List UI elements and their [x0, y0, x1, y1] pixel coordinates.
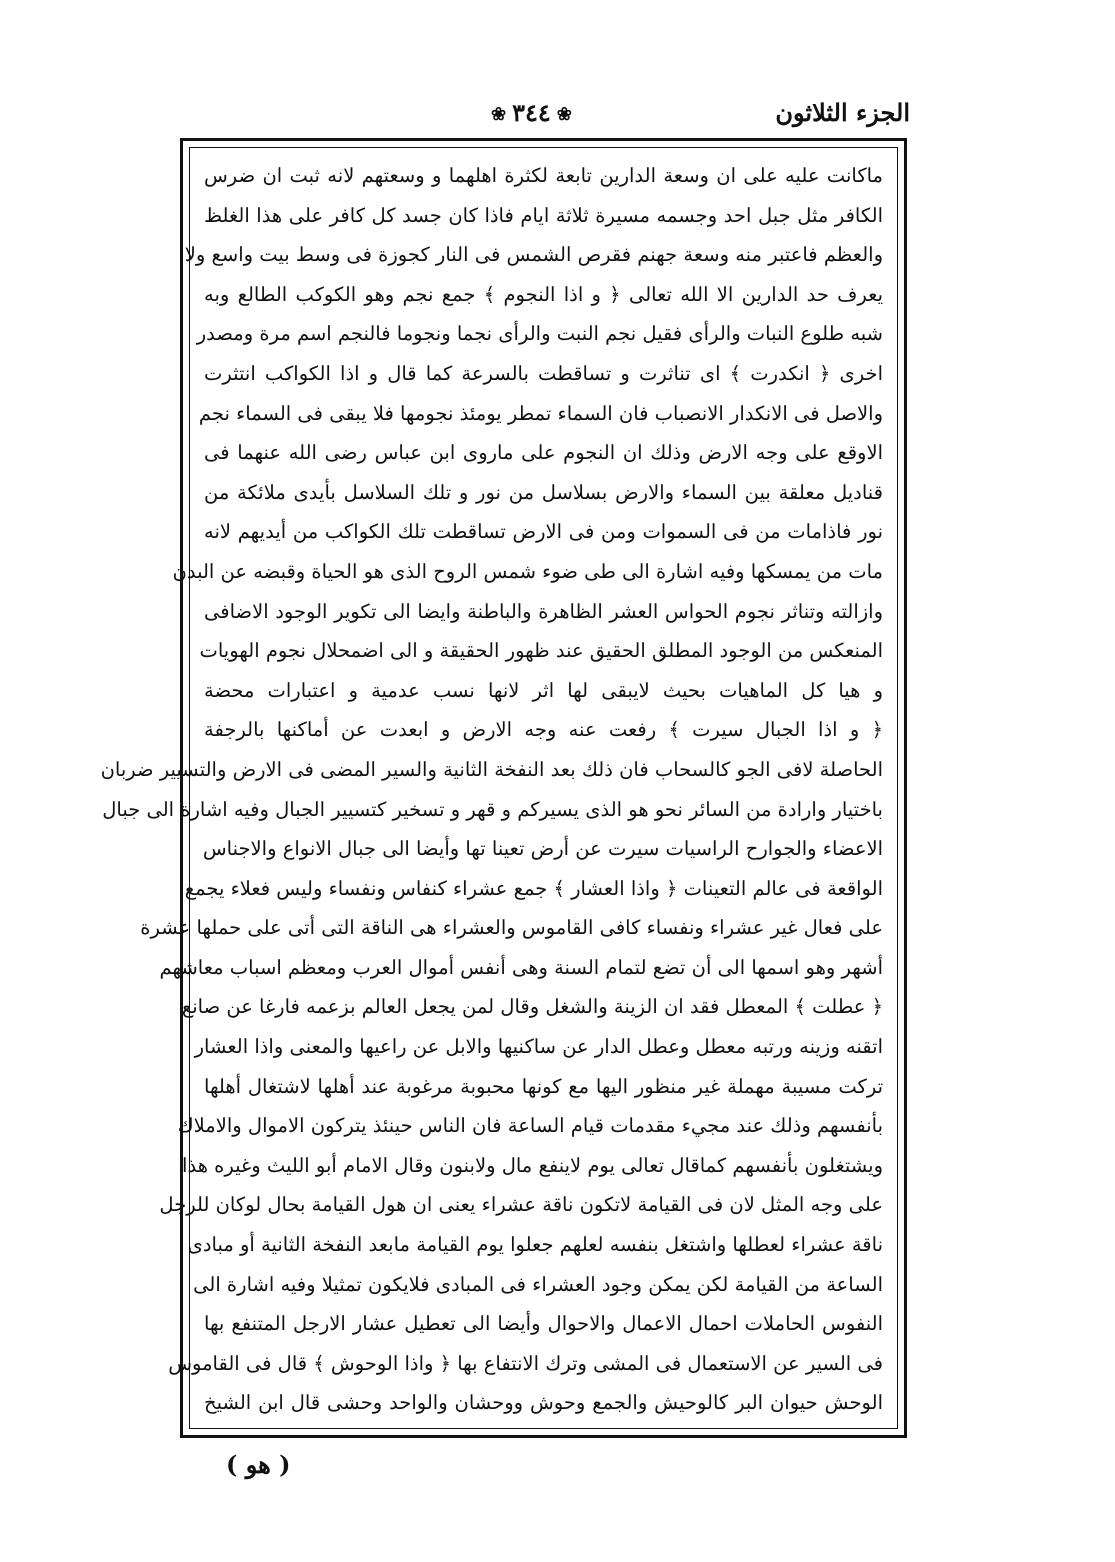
text-line: نور فاذامات من فى السموات ومن فى الارض تساقطت تلك الكواكب من أيديهم لانه — [204, 520, 883, 544]
text-line: الاوقع على وجه الارض وذلك ان النجوم على ماروى ابن عباس رضى الله عنهما فى — [204, 441, 883, 465]
text-line: الواقعة فى عالم التعينات ﴿ واذا العشار ﴾ جمع عشراء كنفاس ونفساء وليس فعلاء يجمع — [184, 876, 883, 900]
text-line: اخرى ﴿ انكدرت ﴾ اى تناثرت و تساقطت بالسرعة كما قال و اذا الكواكب انتثرت — [204, 361, 883, 385]
text-line: الكافر مثل جبل احد وجسمه مسيرة ثلاثة ايام فاذا كان جسد كل كافر على هذا الغلظ — [204, 203, 883, 227]
catchword: ( هو ) — [226, 1450, 291, 1479]
ornament-right-icon: ❀ — [491, 104, 507, 125]
text-line: ناقة عشراء لعطلها واشتغل بنفسه لعلهم جعلوا يوم القيامة مابعد النفخة الثانية أو مبادى — [187, 1233, 883, 1257]
text-frame — [100, 138, 907, 1438]
text-line: الحاصلة لافى الجو كالسحاب فان ذلك بعد النفخة الثانية والسير المضى فى الارض والتسيير ضربان — [100, 757, 883, 781]
text-line: ﴿ و اذا الجبال سيرت ﴾ رفعت عنه وجه الارض و ابعدت عن أماكنها بالرجفة — [204, 718, 883, 742]
text-line: ويشتغلون بأنفسهم كماقال تعالى يوم لاينفع مال ولابنون وقال الامام أبو الليث وغيره هذا — [182, 1153, 883, 1177]
text-line: والعظم فاعتبر منه وسعة جهنم فقرص الشمس فى النار كجوزة فى وسط بيت واسع ولا — [184, 243, 883, 267]
page-number-group — [485, 98, 578, 127]
text-line: شبه طلوع النبات والرأى فقيل نجم النبت والرأى نجما ونجوما فالنجم اسم مرة ومصدر — [196, 322, 883, 346]
text-line: على وجه المثل لان فى القيامة لاتكون ناقة عشراء يعنى ان هول القيامة بحال لوكان للرجل — [159, 1193, 883, 1217]
running-head: الجزء الثلاثون — [775, 98, 910, 127]
text-line: والاصل فى الانكدار الانصباب فان السماء تمطر يومئذ نجومها فلا يبقى فى السماء نجم — [198, 401, 883, 425]
text-frame-inner — [100, 147, 898, 1429]
body-text — [100, 156, 883, 1420]
page-header — [180, 96, 910, 140]
text-line: يعرف حد الدارين الا الله تعالى ﴿ و اذا النجوم ﴾ جمع نجم وهو الكوكب الطالع وبه — [204, 282, 883, 306]
text-line: فى السير عن الاستعمال فى المشى وترك الانتفاع بها ﴿ واذا الوحوش ﴾ قال فى القاموس — [168, 1351, 883, 1375]
text-line: ﴿ عطلت ﴾ المعطل فقد ان الزينة والشغل وقال لمن يجعل العالم بزعمه فارغا عن صانع — [181, 995, 883, 1019]
ornament-left-icon: ❀ — [556, 104, 572, 125]
text-line: على فعال غير عشراء ونفساء كافى القاموس والعشراء هى الناقة التى أتى على حملها عشرة — [140, 916, 883, 940]
text-line: أشهر وهو اسمها الى أن تضع لتمام السنة وهى أنفس أموال العرب ومعظم اسباب معاشهم — [159, 955, 883, 979]
text-line: تركت مسيبة مهملة غير منظور اليها مع كونها محبوبة مرغوبة عند أهلها لاشتغال أهلها — [204, 1074, 883, 1098]
text-line: باختيار وارادة من السائر نحو هو الذى يسيركم و قهر و تسخير كتسيير الجبال وفيه اشارة الى جبال — [102, 797, 883, 821]
text-line: المنعكس من الوجود المطلق الحقيق عند ظهور الحقيقة و الى اضمحلال نجوم الهويات — [199, 639, 883, 663]
text-line: الاعضاء والجوارح الراسيات سيرت عن أرض تعينا تها وأيضا الى جبال الانواع والاجناس — [202, 837, 883, 861]
text-line: الساعة من القيامة لكن يمكن وجود العشراء فى المبادى فلايكون تمثيلا وفيه اشارة الى — [193, 1272, 883, 1296]
text-line: النفوس الحاملات احمال الاعمال والاحوال وأيضا الى تعطيل عشار الارجل المتنفع بها — [204, 1312, 883, 1336]
text-line: و هيا كل الماهيات بحيث لايبقى لها اثر لانها نسب عدمية و اعتبارات محضة — [204, 678, 883, 702]
text-line: بأنفسهم وذلك عند مجيء مقدمات قيام الساعة فان الناس حينئذ يتركون الاموال والاملاك — [177, 1114, 883, 1138]
text-line: قناديل معلقة بين السماء والارض بسلاسل من نور و تلك السلاسل بأيدى ملائكة من — [204, 480, 883, 504]
text-line: الوحش حيوان البر كالوحيش والجمع وحوش ووحشان والواحد وحشى قال ابن الشيخ — [204, 1391, 883, 1415]
text-line: مات من يمسكها وفيه اشارة الى طى ضوء شمس الروح الذى هو الحياة وقبضه عن البدن — [172, 559, 883, 583]
text-line: اتقنه وزينه ورتبه معطل وعطل الدار عن ساكنيها والابل عن راعيها والمعنى واذا العشار — [194, 1035, 883, 1059]
page-number: ٣٤٤ — [512, 98, 551, 127]
text-line: ماكانت عليه على ان وسعة الدارين تابعة لكثرة اهلهما و وسعتهم لانه ثبت ان ضرس — [204, 164, 883, 187]
text-line: وازالته وتناثر نجوم الحواس العشر الظاهرة والباطنة وايضا الى تكوير الوجود الاضافى — [204, 599, 883, 623]
